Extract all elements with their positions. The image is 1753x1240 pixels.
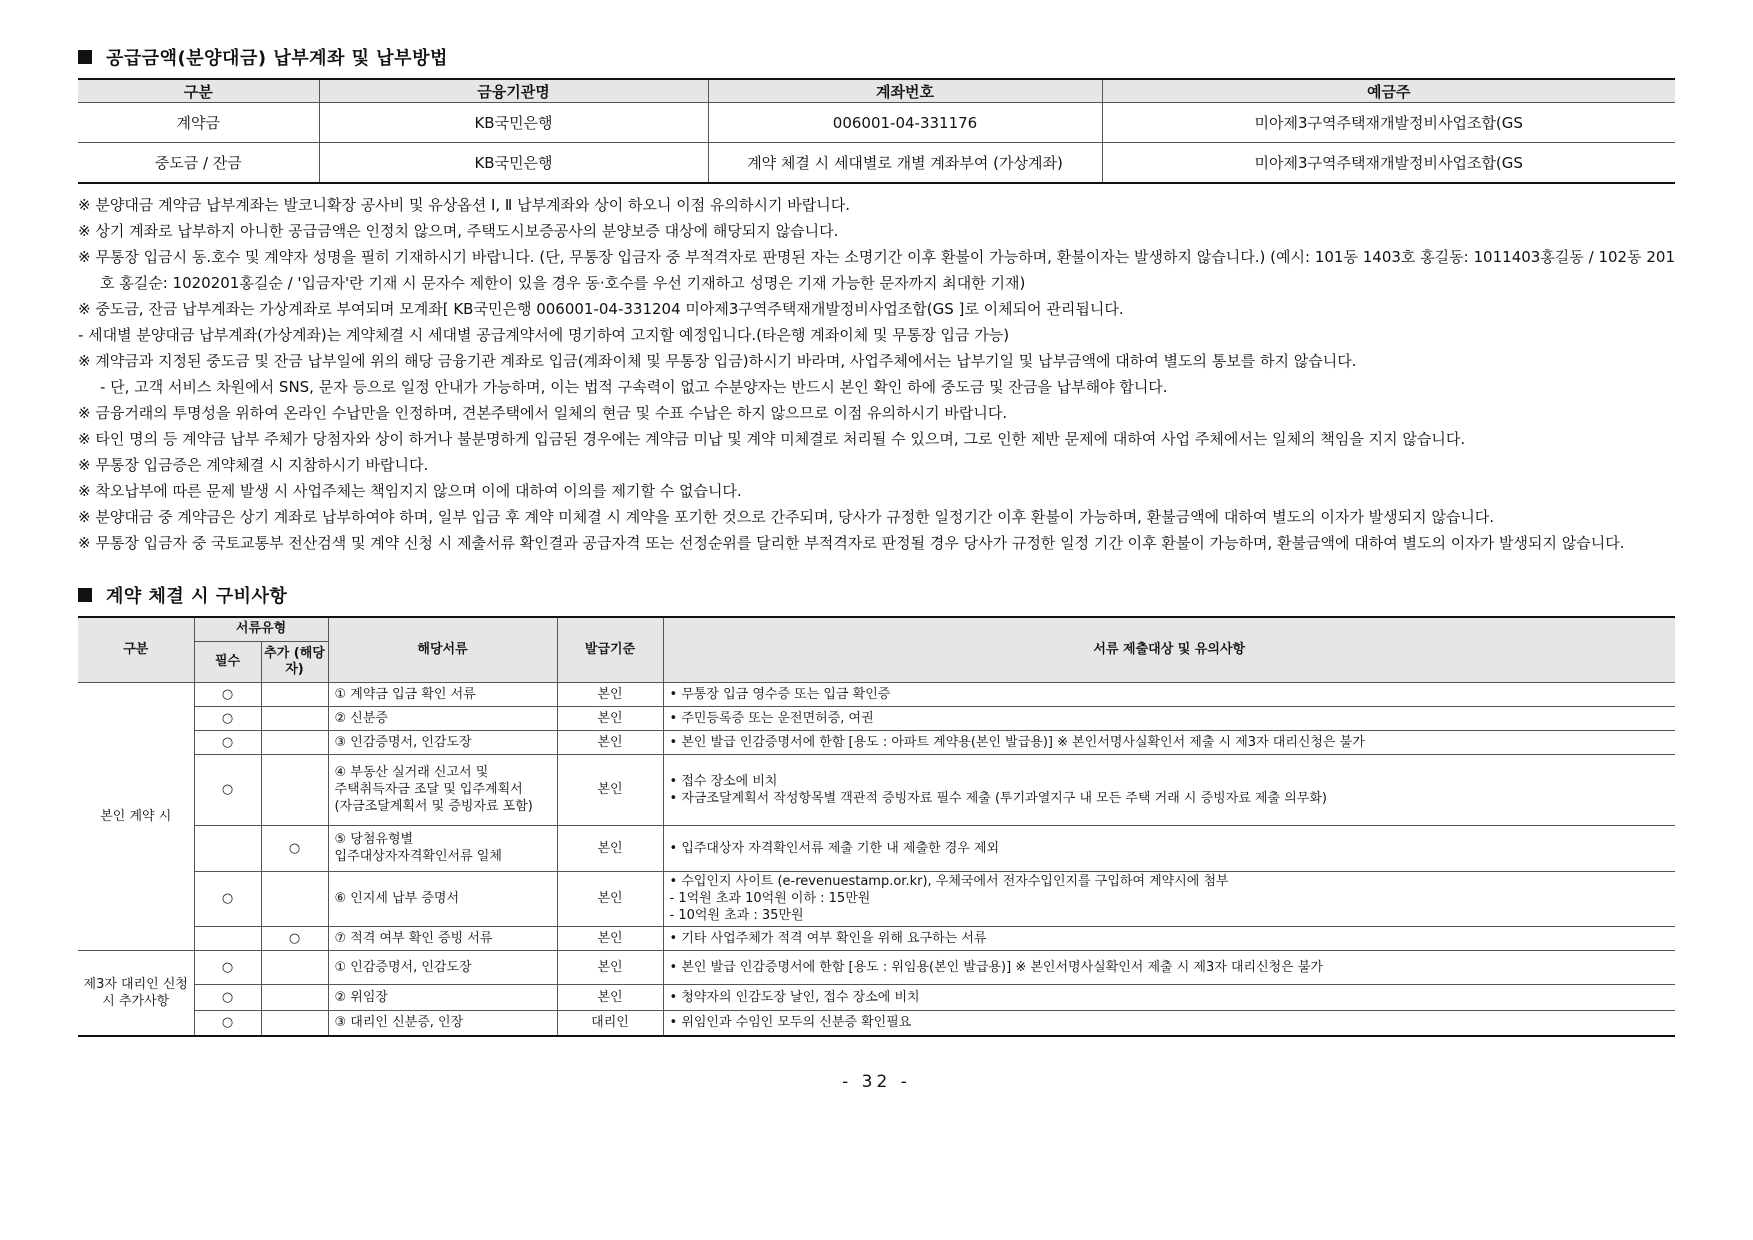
notes-line: - 1억원 초과 10억원 이하 : 15만원: [669, 891, 871, 906]
page: [78, 44, 1675, 1037]
header-bank: 금융기관명: [319, 79, 708, 103]
document-line: ① 인감증명서, 인감도장: [334, 959, 472, 975]
document-line: ③ 인감증명서, 인감도장: [334, 734, 472, 750]
notes-line: • 기타 사업주체가 적격 여부 확인을 위해 요구하는 서류: [669, 930, 987, 946]
payment-account-table: [78, 78, 1675, 184]
cell-account-holder: 미아제3구역주택재개발정비사업조합(GS: [1102, 103, 1675, 143]
additional-mark: [261, 682, 328, 706]
note-item: ※ 금융거래의 투명성을 위하여 온라인 수납만을 인정하며, 견본주택에서 일체의 현금 및 수표 수납은 하지 않으므로 이점 유의하시기 바랍니다.: [78, 404, 1008, 422]
table-row: [78, 103, 1675, 143]
table-row: [78, 950, 1675, 984]
notes-cell: [663, 871, 1675, 926]
additional-mark: [261, 754, 328, 825]
notes-line: • 청약자의 인감도장 날인, 접수 장소에 비치: [669, 989, 920, 1005]
page-number: - 32 -: [842, 1072, 911, 1092]
section-title-payment: [78, 44, 1675, 70]
additional-mark: [261, 706, 328, 730]
cell-category: 계약금: [78, 103, 319, 143]
notes-line: • 위임인과 수임인 모두의 신분증 확인필요: [669, 1015, 912, 1031]
document-cell: [328, 926, 557, 950]
required-mark: ○: [194, 682, 261, 706]
cell-bank: KB국민은행: [319, 143, 708, 184]
document-line: 주택취득자금 조달 및 입주계획서: [334, 782, 523, 797]
notes-cell: [663, 926, 1675, 950]
issuer-cell: 본인: [557, 984, 663, 1010]
document-line: ⑥ 인지세 납부 증명서: [334, 891, 460, 906]
document-line: ② 신분증: [334, 710, 388, 726]
header-category: 구분: [78, 79, 319, 103]
required-documents-table: [78, 616, 1675, 1037]
header-account-holder: 예금주: [1102, 79, 1675, 103]
required-mark: ○: [194, 950, 261, 984]
notes-line: • 무통장 입금 영수증 또는 입금 확인증: [669, 686, 891, 702]
notes-cell: [663, 984, 1675, 1010]
table-row: [78, 682, 1675, 706]
notes-cell: [663, 950, 1675, 984]
document-line: ⑦ 적격 여부 확인 증빙 서류: [334, 930, 493, 946]
document-cell: [328, 682, 557, 706]
header-notes: 서류 제출대상 및 유의사항: [663, 617, 1675, 682]
document-line: ⑤ 당첨유형별: [334, 832, 414, 847]
cell-account-number: 계약 체결 시 세대별로 개별 계좌부여 (가상계좌): [708, 143, 1102, 184]
issuer-cell: 본인: [557, 926, 663, 950]
issuer-cell: 본인: [557, 730, 663, 754]
required-mark: ○: [194, 984, 261, 1010]
required-mark: [194, 825, 261, 871]
document-cell: [328, 754, 557, 825]
document-cell: [328, 730, 557, 754]
group-label-proxy: 제3자 대리인 신청 시 추가사항: [78, 950, 194, 1036]
note-item: ※ 중도금, 잔금 납부계좌는 가상계좌로 부여되며 모계좌[ KB국민은행 006001-04-331204 미아제3구역주택재개발정비사업조합(GS ]로 이체되어 관리됩니다.: [78, 300, 1124, 318]
additional-mark: ○: [261, 825, 328, 871]
document-cell: [328, 1010, 557, 1036]
table-row: [78, 143, 1675, 184]
required-mark: ○: [194, 706, 261, 730]
notes-line: • 수입인지 사이트 (e-revenuestamp.or.kr), 우체국에서 전자수입인지를 구입하여 계약시에 첨부: [669, 874, 1229, 889]
note-item: ※ 계약금과 지정된 중도금 및 잔금 납부일에 위의 해당 금융기관 계좌로 입금(계좌이체 및 무통장 입금)하시기 바라며, 사업주체에서는 납부기일 및 납부금액에 대하여 별도의 통보를 하지 않습니다.: [78, 352, 1357, 370]
additional-mark: [261, 871, 328, 926]
table-row: [78, 926, 1675, 950]
notes-line: • 입주대상자 자격확인서류 제출 기한 내 제출한 경우 제외: [669, 840, 1000, 856]
document-line: ② 위임장: [334, 989, 388, 1005]
header-document: 해당서류: [328, 617, 557, 682]
document-line: ③ 대리인 신분증, 인장: [334, 1015, 464, 1031]
note-item: ※ 분양대금 계약금 납부계좌는 발코니확장 공사비 및 유상옵션 Ⅰ, Ⅱ 납부계좌와 상이 하오니 이점 유의하시기 바랍니다.: [78, 196, 850, 214]
note-item: - 세대별 분양대금 납부계좌(가상계좌)는 계약체결 시 세대별 공급계약서에 명기하여 고지할 예정입니다.(타은행 계좌이체 및 무통장 입금 가능): [78, 326, 1010, 344]
square-bullet-icon: [78, 588, 92, 602]
issuer-cell: 본인: [557, 825, 663, 871]
header-doc-type: 서류유형: [194, 617, 328, 641]
issuer-cell: 본인: [557, 871, 663, 926]
issuer-cell: 본인: [557, 950, 663, 984]
additional-mark: [261, 950, 328, 984]
note-item: ※ 타인 명의 등 계약금 납부 주체가 당첨자와 상이 하거나 불분명하게 입금된 경우에는 계약금 미납 및 계약 미체결로 처리될 수 있으며, 그로 인한 제반 문제에 대하여 사업 주체에서는 일체의 책임을 지지 않습니다.: [78, 430, 1466, 448]
required-mark: ○: [194, 871, 261, 926]
note-item: ※ 무통장 입금시 동.호수 및 계약자 성명을 필히 기재하시기 바랍니다. (단, 무통장 입금자 중 부적격자로 판명된 자는 소명기간 이후 환불이 가능하며, 환불이자는 발생하지 않습니다.) (예시: 101동 1403호 홍길동: 1011403홍길동 / 102동 201호 홍길순: 1020201홍길순 / '입금자'란 기재 시 문자수 제한이 있을 경우 동·호수를 우선 기재하고 성명은 기재 가능한 문자까지 최대한 기재): [78, 248, 1675, 292]
notes-line: • 주민등록증 또는 운전면허증, 여권: [669, 710, 874, 726]
document-cell: [328, 950, 557, 984]
required-mark: [194, 926, 261, 950]
additional-mark: [261, 1010, 328, 1036]
table-header-row: [78, 617, 1675, 641]
document-cell: [328, 984, 557, 1010]
document-line: (자금조달계획서 및 증빙자료 포함): [334, 799, 533, 814]
document-cell: [328, 871, 557, 926]
document-cell: [328, 825, 557, 871]
table-row: [78, 984, 1675, 1010]
issuer-cell: 본인: [557, 754, 663, 825]
note-item: ※ 분양대금 중 계약금은 상기 계좌로 납부하여야 하며, 일부 입금 후 계약 미체결 시 계약을 포기한 것으로 간주되며, 당사가 규정한 일정기간 이후 환불이 가능하며, 환불금액에 대하여 별도의 이자가 발생되지 않습니다.: [78, 508, 1495, 526]
cell-bank: KB국민은행: [319, 103, 708, 143]
note-subitem: - 단, 고객 서비스 차원에서 SNS, 문자 등으로 일정 안내가 가능하며, 이는 법적 구속력이 없고 수분양자는 반드시 본인 확인 하에 중도금 및 잔금을 납부해야 합니다.: [100, 378, 1168, 396]
additional-mark: [261, 984, 328, 1010]
notes-line: • 자금조달계획서 작성항목별 객관적 증빙자료 필수 제출 (투기과열지구 내 모든 주택 거래 시 증빙자료 제출 의무화): [669, 790, 1327, 806]
notes-line: - 10억원 초과 : 35만원: [669, 908, 804, 923]
header-additional: 추가 (해당자): [261, 641, 328, 682]
square-bullet-icon: [78, 50, 92, 64]
header-issuer: 발급기준: [557, 617, 663, 682]
section-title-text: 계약 체결 시 구비사항: [106, 586, 288, 607]
table-row: [78, 754, 1675, 825]
issuer-cell: 본인: [557, 706, 663, 730]
header-account-number: 계좌번호: [708, 79, 1102, 103]
note-item: ※ 무통장 입금증은 계약체결 시 지참하시기 바랍니다.: [78, 456, 429, 474]
group-label-self: 본인 계약 시: [78, 682, 194, 950]
additional-mark: [261, 730, 328, 754]
cell-category: 중도금 / 잔금: [78, 143, 319, 184]
required-mark: ○: [194, 730, 261, 754]
document-line: ① 계약금 입금 확인 서류: [334, 686, 476, 702]
table-row: [78, 825, 1675, 871]
required-mark: ○: [194, 754, 261, 825]
table-header-row: [78, 79, 1675, 103]
additional-mark: ○: [261, 926, 328, 950]
table-row: [78, 1010, 1675, 1036]
note-item: ※ 상기 계좌로 납부하지 아니한 공급금액은 인정치 않으며, 주택도시보증공사의 분양보증 대상에 해당되지 않습니다.: [78, 222, 839, 240]
note-item: ※ 착오납부에 따른 문제 발생 시 사업주체는 책임지지 않으며 이에 대하여 이의를 제기할 수 없습니다.: [78, 482, 742, 500]
notes-cell: [663, 706, 1675, 730]
cell-account-holder: 미아제3구역주택재개발정비사업조합(GS: [1254, 154, 1523, 172]
issuer-cell: 본인: [557, 682, 663, 706]
section-title-text: 공급금액(분양대금) 납부계좌 및 납부방법: [106, 48, 448, 69]
note-item: ※ 무통장 입금자 중 국토교통부 전산검색 및 계약 신청 시 제출서류 확인결과 공급자격 또는 선정순위를 달리한 부적격자로 판정될 경우 당사가 규정한 일정 기간 이후 환불이 가능하며, 환불금액에 대하여 별도의 이자가 발생되지 않습니다.: [78, 534, 1625, 552]
notes-list: [78, 192, 1675, 556]
document-cell: [328, 706, 557, 730]
issuer-cell: 대리인: [557, 1010, 663, 1036]
table-row: [78, 871, 1675, 926]
notes-line: • 접수 장소에 비치: [669, 773, 778, 789]
notes-cell: [663, 1010, 1675, 1036]
notes-cell: [663, 682, 1675, 706]
notes-cell: [663, 825, 1675, 871]
document-line: ④ 부동산 실거래 신고서 및: [334, 765, 489, 780]
table-row: [78, 706, 1675, 730]
cell-account-number: 006001-04-331176: [708, 103, 1102, 143]
notes-line: • 본인 발급 인감증명서에 한함 [용도 : 위임용(본인 발급용)] ※ 본인서명사실확인서 제출 시 제3자 대리신청은 불가: [669, 959, 1323, 975]
header-category: 구분: [78, 617, 194, 682]
required-mark: ○: [194, 1010, 261, 1036]
notes-line: • 본인 발급 인감증명서에 한함 [용도 : 아파트 계약용(본인 발급용)] ※ 본인서명사실확인서 제출 시 제3자 대리신청은 불가: [669, 734, 1365, 750]
notes-cell: [663, 754, 1675, 825]
notes-cell: [663, 730, 1675, 754]
document-line: 입주대상자자격확인서류 일체: [334, 849, 502, 864]
table-row: [78, 730, 1675, 754]
header-required: 필수: [194, 641, 261, 682]
section-title-documents: [78, 582, 1675, 608]
